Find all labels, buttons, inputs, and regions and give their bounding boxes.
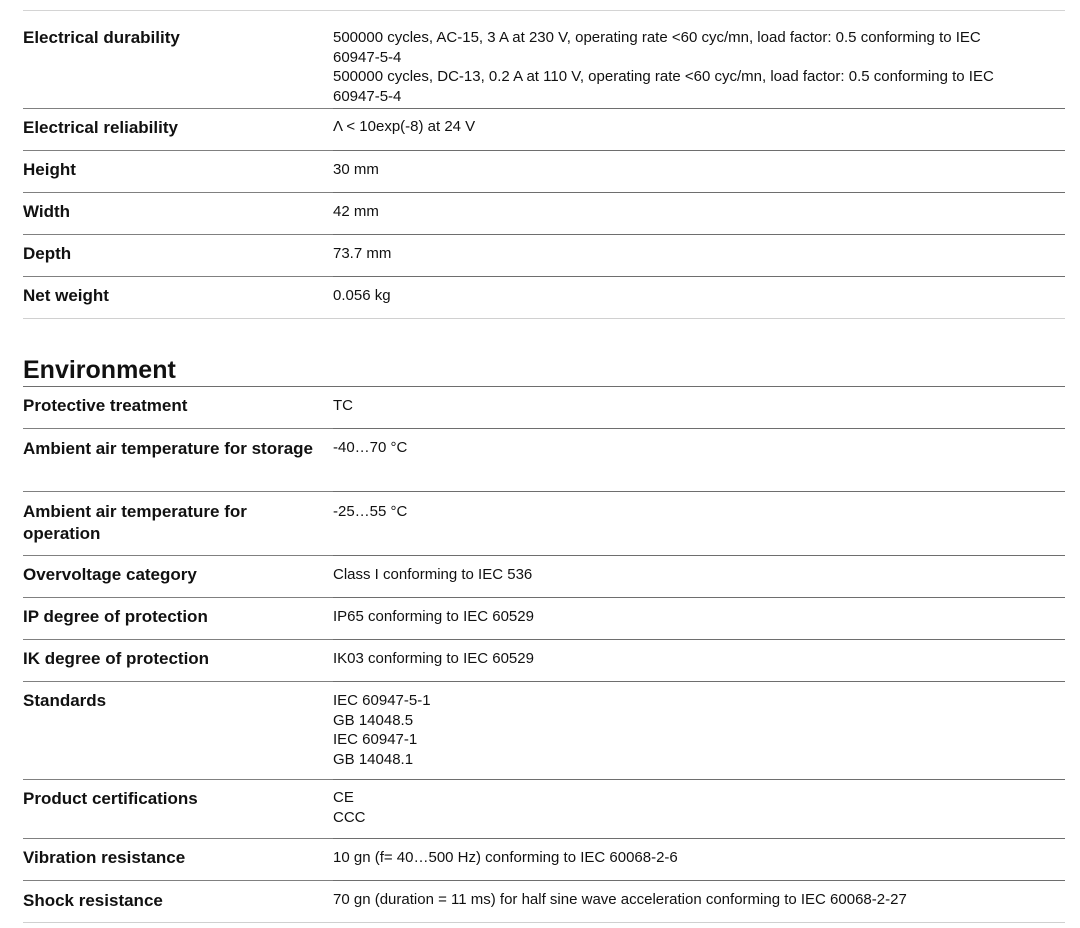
spec-row-electrical-reliability: [23, 109, 1065, 151]
spec-label: Overvoltage category: [23, 565, 197, 584]
spec-row-net-weight: [23, 277, 1065, 319]
spec-row-standards: [23, 682, 1065, 780]
spec-value: 70 gn (duration = 11 ms) for half sine wave acceleration conforming to IEC 60068-2-27: [333, 891, 907, 908]
spec-value-line: IEC 60947-1: [333, 731, 418, 748]
spec-row-overvoltage-category: [23, 556, 1065, 598]
spec-value-line: 500000 cycles, AC-15, 3 A at 230 V, operating rate <60 cyc/mn, load factor: 0.5 conforming to IEC: [333, 29, 981, 46]
spec-value: TC: [333, 397, 353, 414]
spec-value-line: IEC 60947-5-1: [333, 692, 431, 709]
spec-label: IP degree of protection: [23, 607, 208, 626]
spec-row-ik-protection: [23, 640, 1065, 682]
spec-value: 0.056 kg: [333, 287, 391, 304]
spec-row-shock-resistance: [23, 881, 1065, 923]
spec-value: -25…55 °C: [333, 503, 408, 520]
spec-row-product-certifications: [23, 780, 1065, 839]
spec-label: Product certifications: [23, 789, 198, 808]
spec-label: Vibration resistance: [23, 848, 186, 867]
spec-label: IK degree of protection: [23, 649, 210, 668]
spec-value: -40…70 °C: [333, 439, 408, 456]
environment-spec-table: [23, 386, 1065, 923]
section-heading-environment: Environment: [23, 356, 176, 384]
spec-value: 10 gn (f= 40…500 Hz) conforming to IEC 60068-2-6: [333, 849, 678, 866]
spec-value: IP65 conforming to IEC 60529: [333, 608, 534, 625]
spec-value: [333, 691, 1065, 769]
spec-value-line: CE: [333, 789, 354, 806]
spec-label: Depth: [23, 244, 72, 263]
spec-value-line: GB 14048.5: [333, 711, 414, 729]
spec-value: IK03 conforming to IEC 60529: [333, 650, 534, 667]
spec-label: Protective treatment: [23, 396, 188, 415]
spec-label: Ambient air temperature for operation: [23, 502, 247, 543]
spec-value-line: GB 14048.1: [333, 750, 414, 768]
environment-section: [23, 355, 1065, 923]
spec-value: Λ < 10exp(-8) at 24 V: [333, 118, 476, 135]
spec-row-protective-treatment: [23, 387, 1065, 429]
spec-row-width: [23, 193, 1065, 235]
spec-value-line: 500000 cycles, DC-13, 0.2 A at 110 V, operating rate <60 cyc/mn, load factor: 0.5 conforming to IEC: [333, 68, 994, 85]
spec-row-height: [23, 151, 1065, 193]
spec-value: 30 mm: [333, 161, 379, 178]
spec-value: 42 mm: [333, 203, 379, 220]
spec-row-ip-protection: [23, 598, 1065, 640]
spec-label: Width: [23, 202, 71, 221]
spec-value-line: 60947-5-4: [333, 48, 402, 66]
spec-label: Height: [23, 160, 76, 179]
spec-label: Shock resistance: [23, 891, 163, 910]
spec-value: Class I conforming to IEC 536: [333, 566, 533, 583]
spec-value: 73.7 mm: [333, 245, 392, 262]
spec-label: Net weight: [23, 286, 109, 305]
mechanical-spec-table: [23, 10, 1065, 319]
spec-value: [333, 788, 1065, 827]
spec-row-depth: [23, 235, 1065, 277]
spec-row-electrical-durability: [23, 11, 1065, 109]
spec-value: [333, 19, 1065, 106]
spec-label: Standards: [23, 691, 107, 710]
mechanical-section: [23, 10, 1065, 319]
spec-row-storage-temperature: [23, 429, 1065, 492]
spec-value-line: 60947-5-4: [333, 87, 402, 105]
spec-row-vibration-resistance: [23, 839, 1065, 881]
spec-label: Electrical durability: [23, 28, 180, 47]
spec-label: Ambient air temperature for storage: [23, 439, 314, 458]
spec-value-line: CCC: [333, 808, 366, 826]
spec-label: Electrical reliability: [23, 118, 178, 137]
spec-row-operation-temperature: [23, 492, 1065, 556]
